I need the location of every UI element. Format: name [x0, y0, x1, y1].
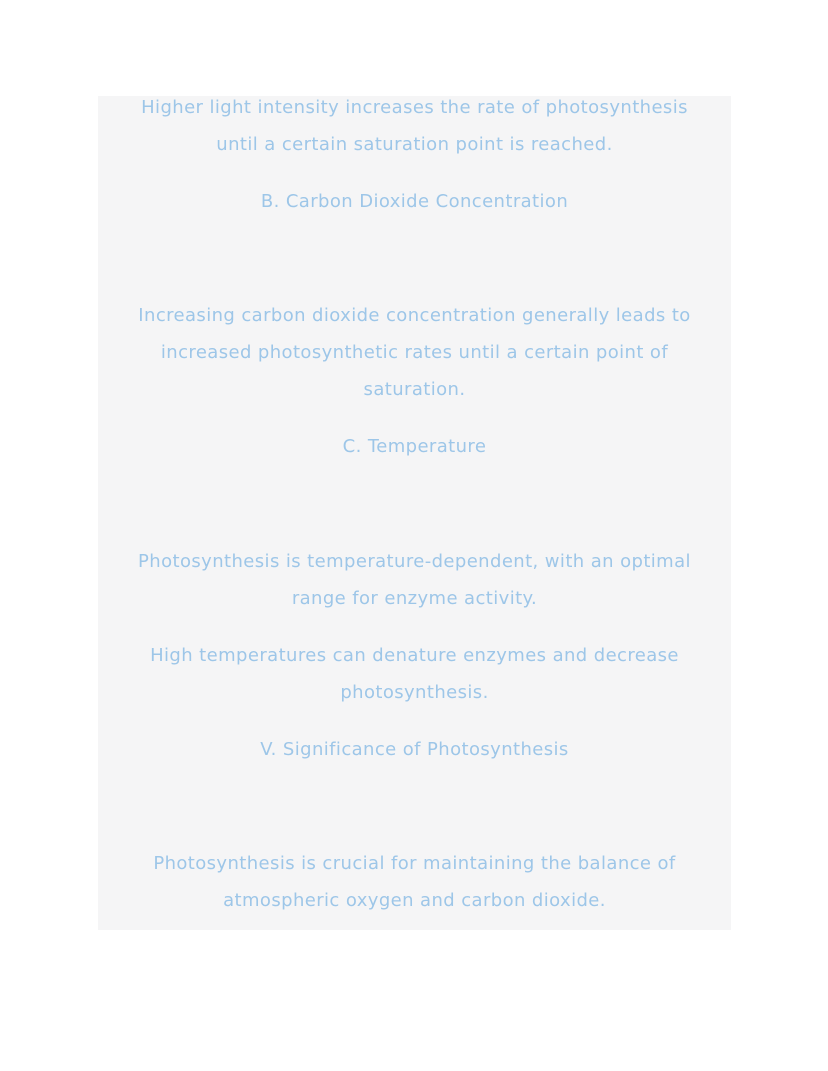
heading-temperature: C. Temperature — [342, 436, 487, 457]
co2-text-line-2: increased photosynthetic rates until a certain point of — [160, 342, 669, 363]
high-temperature-text-line-1: High temperatures can denature enzymes and decrease — [150, 645, 679, 666]
light-intensity-text-line-1: Higher light intensity increases the rate of photosynthesis — [141, 97, 688, 118]
heading-significance: V. Significance of Photosynthesis — [260, 739, 569, 760]
significance-text-line-1: Photosynthesis is crucial for maintaining the balance of — [153, 853, 676, 874]
temperature-text-line-2: range for enzyme activity. — [291, 588, 538, 609]
heading-carbon-dioxide: B. Carbon Dioxide Concentration — [260, 191, 569, 212]
significance-text-line-2: atmospheric oxygen and carbon dioxide. — [223, 890, 606, 911]
content-panel — [98, 96, 731, 930]
light-intensity-text-line-2: until a certain saturation point is reached. — [216, 134, 613, 155]
high-temperature-text-line-2: photosynthesis. — [340, 682, 489, 703]
temperature-text-line-1: Photosynthesis is temperature-dependent, with an optimal — [138, 551, 691, 572]
co2-text-line-3: saturation. — [363, 379, 466, 400]
co2-text-line-1: Increasing carbon dioxide concentration generally leads to — [138, 305, 691, 326]
